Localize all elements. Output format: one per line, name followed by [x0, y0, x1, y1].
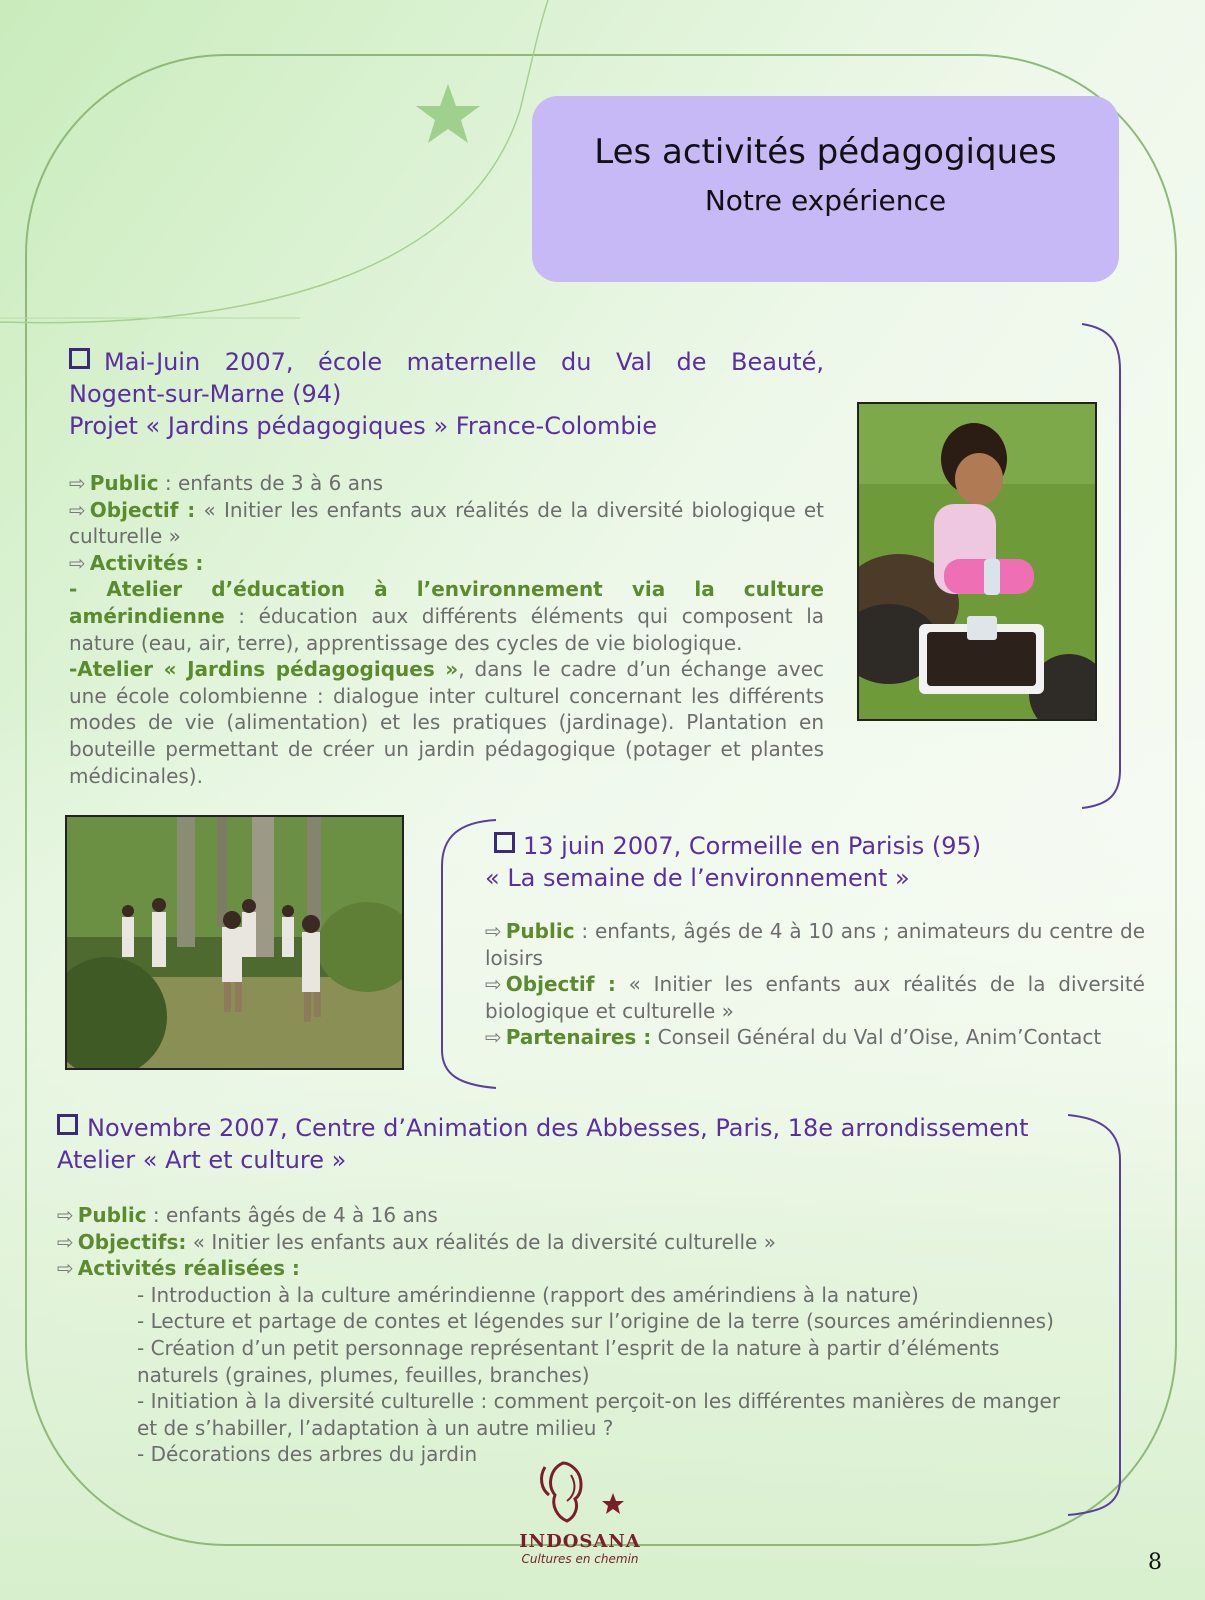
logo: [505, 1455, 655, 1570]
star-icon: [602, 1493, 624, 1514]
arrow-right-icon: ⇨: [57, 1229, 74, 1254]
section-1-objectif: ⇨ Objectif : « Initier les enfants aux réalités de la diversité biologique et culturelle »: [69, 497, 825, 549]
section-3-activity-list: [57, 1282, 1077, 1468]
section-1-public: ⇨ Public : enfants de 3 à 6 ans: [69, 471, 384, 495]
arrow-right-icon: ⇨: [69, 497, 86, 522]
section-2-title-line2: « La semaine de l’environnement »: [485, 864, 910, 892]
arrow-right-icon: ⇨: [57, 1256, 74, 1281]
list-item: - Initiation à la diversité culturelle : comment perçoit-on les différentes manières de manger et de s’habiller, l’adaptation à un autre milieu ?: [137, 1389, 1061, 1440]
section-2-title-line1: 13 juin 2007, Cormeille en Parisis (95): [523, 832, 982, 860]
section-3: [57, 1112, 1117, 1468]
section-3-objectifs: ⇨ Objectifs: « Initier les enfants aux réalités de la diversité culturelle »: [57, 1229, 776, 1254]
section-3-public: ⇨ Public : enfants âgés de 4 à 16 ans: [57, 1203, 438, 1227]
page-number: 8: [1148, 1550, 1162, 1575]
photo-children-forest: [65, 815, 404, 1070]
arrow-right-icon: ⇨: [485, 919, 502, 943]
section-2: [485, 830, 1145, 1051]
list-item: - Création d’un petit personnage représentant l’esprit de la nature à partir d’éléments naturels (graines, plumes, feuilles, branches): [137, 1335, 1000, 1387]
section-1-activites: ⇨ Activités :: [69, 550, 204, 575]
section-2-public: ⇨ Public : enfants, âgés de 4 à 10 ans ; animateurs du centre de loisirs: [485, 919, 1145, 970]
list-item: - Décorations des arbres du jardin: [137, 1442, 478, 1467]
section-1-activity-1: - Atelier d’éducation à l’environnement via la culture amérindienne : éducation aux différents éléments qui composent la nature (eau, air, terre), apprentissage des cycles de vie biologique.: [69, 577, 824, 655]
logo-figure-icon: [505, 1455, 655, 1527]
arrow-right-icon: ⇨: [57, 1203, 74, 1227]
arrow-right-icon: ⇨: [69, 471, 86, 495]
square-bullet-icon: [494, 832, 515, 853]
arrow-right-icon: ⇨: [485, 1025, 502, 1050]
logo-tagline: Cultures en chemin: [521, 1552, 639, 1566]
section-3-activites: ⇨ Activités réalisées :: [57, 1256, 300, 1281]
section-3-title-line2: Atelier « Art et culture »: [57, 1146, 347, 1174]
page-title: Les activités pédagogiques: [594, 132, 1057, 172]
section-2-objectif: ⇨ Objectif : « Initier les enfants aux réalités de la diversité biologique et culturelle »: [485, 972, 1145, 1023]
arrow-right-icon: ⇨: [485, 972, 502, 997]
section-1-activity-2: -Atelier « Jardins pédagogiques », dans le cadre d’un échange avec une école colombienne : dialogue inter culturel concernant les différents modes de vie (alimentation) et les pratiques (jardinage). Plantation en bouteille permettant de créer un jardin pédagogique (potager et plantes médicinales).: [69, 657, 824, 788]
section-3-title-line1: Novembre 2007, Centre d’Animation des Abbesses, Paris, 18e arrondissement: [87, 1114, 1029, 1142]
page-subtitle: Notre expérience: [704, 184, 947, 217]
section-1-title-line1: Mai-Juin 2007, école maternelle du Val de Beauté,: [104, 348, 824, 376]
list-item: - Introduction à la culture amérindienne (rapport des amérindiens à la nature): [137, 1282, 919, 1307]
section-1-title-line2: Nogent-sur-Marne (94): [69, 380, 342, 408]
arrow-right-icon: ⇨: [69, 550, 86, 575]
section-2-partenaires: ⇨ Partenaires : Conseil Général du Val d’Oise, Anim’Contact: [485, 1025, 1102, 1050]
logo-name: INDOSANA: [519, 1531, 641, 1552]
square-bullet-icon: [57, 1114, 78, 1135]
section-1-title-line3: Projet « Jardins pédagogiques » France-Colombie: [69, 412, 658, 440]
header-box: [532, 96, 1119, 282]
square-bullet-icon: [69, 348, 90, 369]
section-1: [69, 346, 824, 789]
photo-child-gardening: [857, 402, 1097, 721]
list-item: - Lecture et partage de contes et légendes sur l’origine de la terre (sources amérindiennes): [137, 1309, 1054, 1334]
